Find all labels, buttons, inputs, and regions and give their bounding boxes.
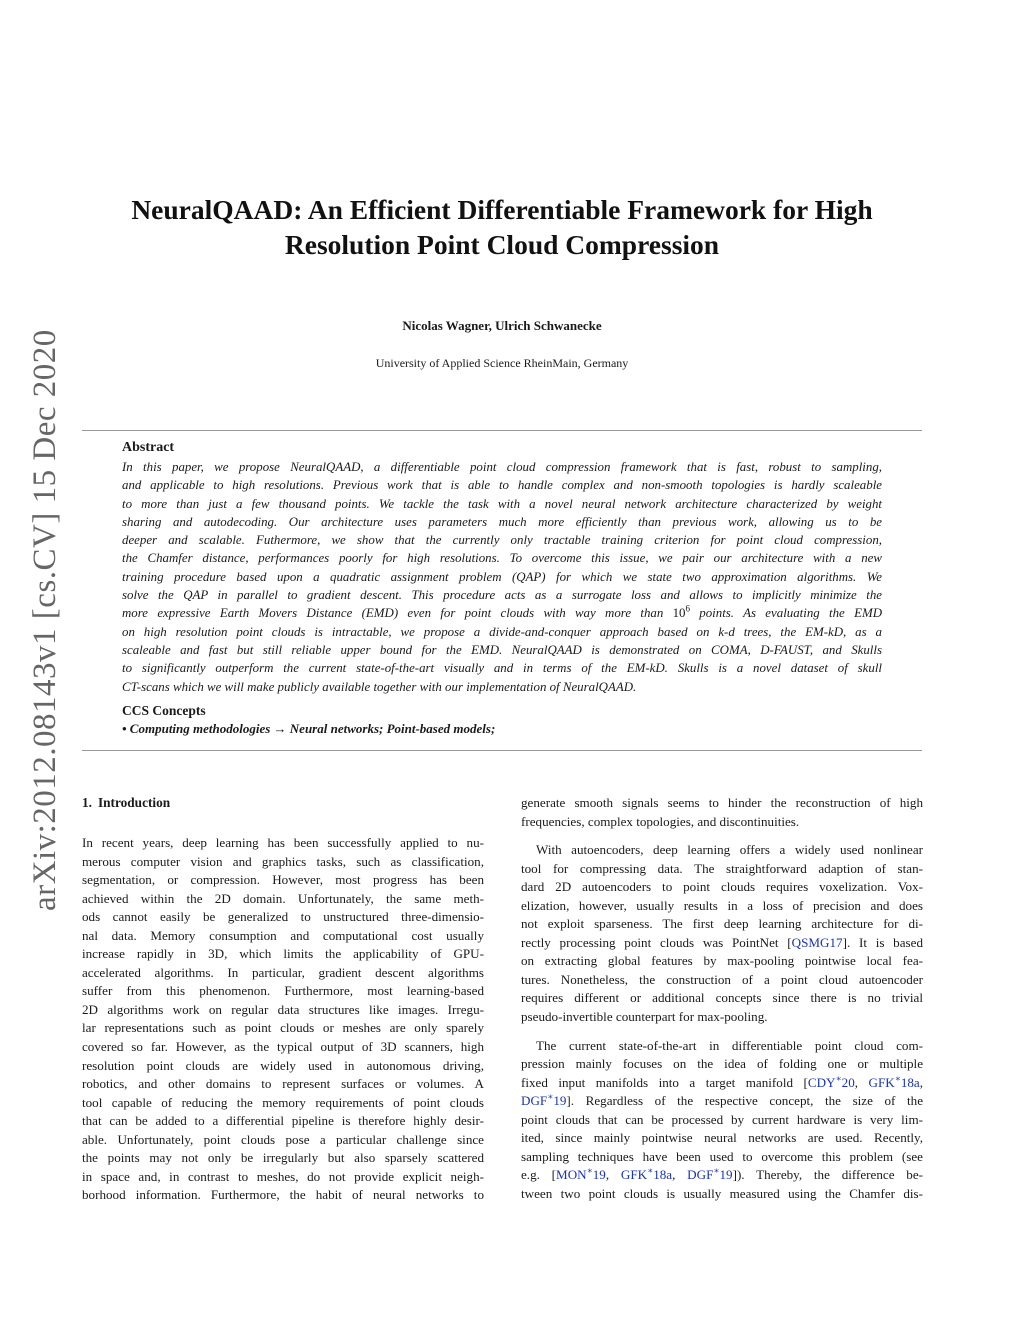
ccs-heading: CCS Concepts xyxy=(122,702,206,718)
body-line: that can be added to a differential pipeline is therefore highly desir- xyxy=(82,1113,484,1129)
body-line: With autoencoders, deep learning offers a widely used nonlinear xyxy=(536,842,923,858)
citation-link[interactable] xyxy=(808,1075,855,1090)
citation-link[interactable] xyxy=(621,1167,672,1182)
body-line xyxy=(521,1092,923,1111)
paragraph-continuation xyxy=(521,794,923,831)
citation-superscript: ∗ xyxy=(647,1166,654,1177)
citation-superscript: ∗ xyxy=(586,1166,593,1177)
paper-title-line: Resolution Point Cloud Compression xyxy=(284,229,720,260)
body-line: sampling techniques have been used to overcome this problem (see xyxy=(521,1148,923,1164)
body-line xyxy=(521,934,923,953)
section-title: Introduction xyxy=(97,795,171,810)
body-text: ]. Regardless of the respective concept, the size of the xyxy=(566,1093,923,1109)
section-number: 1. xyxy=(82,795,92,810)
abstract-line: scaleable and fast but still reliable upper bound for the EMD. NeuralQAAD is demonstrated on COMA, D-FAUST, and Skulls xyxy=(122,642,882,657)
citation-superscript: ∗ xyxy=(547,1091,554,1102)
abstract-line: deeper and scalable. Futhermore, we show that the currently only tractable training criterion for point cloud compression, xyxy=(122,533,882,548)
body-line: tool capable of reducing the memory requirements of point clouds xyxy=(82,1094,484,1110)
abstract-body xyxy=(122,458,882,696)
citation-text: 19 xyxy=(719,1167,733,1183)
body-line: ited, since mainly pointwise neural networks are used. Recently, xyxy=(521,1130,923,1146)
abstract-text: points. As evaluating the EMD xyxy=(689,606,883,621)
citation-text: DGF xyxy=(687,1167,714,1183)
abstract-line: the Chamfer distance, performances poorly for high resolutions. To overcome this issue, we pair our architecture with a new xyxy=(122,551,882,566)
abstract-math-exponent: 6 xyxy=(685,604,690,615)
body-line: 2D algorithms work on regular data structures like images. Irregu- xyxy=(82,1001,484,1017)
body-line: segmentation, or compression. However, most progress has been xyxy=(82,872,484,888)
abstract-line: sharing and autodecoding. Our architecture uses parameters much more efficiently than previous work, allowing us to be xyxy=(122,514,882,529)
body-line: The current state-of-the-art in differentiable point cloud com- xyxy=(536,1037,923,1053)
body-text: e.g. [ xyxy=(521,1167,557,1183)
citation-link[interactable] xyxy=(687,1167,732,1182)
citation-text: DGF xyxy=(521,1093,548,1109)
right-column xyxy=(521,794,923,1203)
body-line: lar representations such as point clouds or meshes are only sparely xyxy=(82,1020,484,1036)
body-line: pseudo-invertible counterpart for max-pooling. xyxy=(521,1009,768,1025)
body-line: in space and, in contrast to meshes, do not provide explicit neigh- xyxy=(82,1168,484,1184)
body-line: on extracting global features by max-pooling pointwise local fea- xyxy=(521,953,923,969)
left-column xyxy=(82,794,484,1205)
citation-text: GFK xyxy=(868,1074,895,1090)
citation-text: 20 xyxy=(841,1074,855,1090)
body-line: frequencies, complex topologies, and discontinuities. xyxy=(521,813,800,829)
body-text: , xyxy=(854,1074,869,1090)
body-line: accelerated algorithms. In particular, gradient descent algorithms xyxy=(82,964,484,980)
abstract-math-base: 10 xyxy=(672,606,686,621)
abstract-heading: Abstract xyxy=(122,440,175,455)
body-line: the points may not only be irregularly but also sparsely scattered xyxy=(82,1150,484,1166)
body-text: fixed input manifolds into a target manifold [ xyxy=(521,1074,808,1090)
body-line: In recent years, deep learning has been successfully applied to nu- xyxy=(82,835,484,850)
abstract-line: CT-scans which we will make publicly available together with our implementation of NeuralQAAD. xyxy=(122,679,637,694)
body-line: suffer from this phenomenon. Furthermore, most learning-based xyxy=(82,983,484,999)
citation-text: MON xyxy=(556,1167,587,1183)
body-line: point clouds that can be processed by current hardware is very lim- xyxy=(521,1111,923,1127)
citation-superscript: ∗ xyxy=(835,1073,842,1084)
ccs-concepts-line: • Computing methodologies → Neural networks; Point-based models; xyxy=(122,720,496,736)
citation-text: 19 xyxy=(553,1093,567,1109)
body-line: tures. Nonetheless, the construction of a point cloud autoencoder xyxy=(521,971,923,987)
body-line: able. Unfortunately, point clouds pose a particular challenge since xyxy=(82,1131,484,1147)
body-text: ]. It is based xyxy=(842,934,923,950)
body-line: tool for compressing data. The straightforward adaption of stan- xyxy=(521,860,923,876)
abstract-line: on high resolution point clouds is intractable, we propose a divide-and-conquer approach based on k-d trees, the EM-kD, as a xyxy=(122,624,882,639)
citation-superscript: ∗ xyxy=(713,1166,720,1177)
citation-superscript: ∗ xyxy=(894,1073,901,1084)
body-line: elization, however, usually results in a loss of precision and does xyxy=(521,897,923,913)
body-line: requires different or additional concepts since there is no trivial xyxy=(521,990,923,1006)
body-line: generate smooth signals seems to hinder the reconstruction of high xyxy=(521,795,923,810)
body-line: nal data. Memory consumption and computational cost usually xyxy=(82,927,484,943)
abstract-line: solve the QAP in parallel to gradient descent. This procedure acts as a surrogate loss and allows to implicitly minimize the xyxy=(122,588,882,603)
intro-paragraph xyxy=(82,834,484,1205)
citation-link[interactable]: QSMG17 xyxy=(791,934,843,950)
abstract-line: training procedure based upon a quadratic assignment problem (QAP) for which we state two approximation algorithms. We xyxy=(122,569,882,584)
abstract-line xyxy=(122,604,882,622)
section-heading xyxy=(82,794,484,812)
state-of-the-art-paragraph xyxy=(521,1037,923,1204)
body-line: increase rapidly in 3D, which limits the applicability of GPU- xyxy=(82,946,484,962)
body-line: merous computer vision and graphics tasks, such as classification, xyxy=(82,853,484,869)
body-line: dard 2D autoencoders to point clouds requires voxelization. Vox- xyxy=(521,879,923,895)
citation-link[interactable] xyxy=(556,1167,606,1182)
body-line xyxy=(521,1166,923,1185)
body-line: borhood information. Furthermore, the habit of neural networks to xyxy=(82,1187,484,1203)
citation-text: 18a xyxy=(900,1074,920,1090)
body-line: ods cannot easily be generalized to unstructured three-dimensio- xyxy=(82,909,484,925)
abstract-text: more expressive Earth Movers Distance (EMD) even for point clouds with way more than xyxy=(122,606,673,621)
body-line: resolution point clouds are widely used in autonomous driving, xyxy=(82,1057,484,1073)
citation-text: GFK xyxy=(620,1167,648,1183)
paper-title xyxy=(82,192,922,262)
abstract-block xyxy=(122,438,882,738)
body-line: robotics, and other domains to represent surfaces or volumes. A xyxy=(82,1076,484,1092)
body-line: pression mainly focuses on the idea of folding one or multiple xyxy=(521,1056,923,1072)
abstract-line: to significantly outperform the current state-of-the-art visually and in terms of the EM-kD. Skulls is a novel dataset of skull xyxy=(122,661,882,676)
abstract-top-rule xyxy=(82,430,922,431)
abstract-line: and applicable to high resolutions. Previous work that is able to handle complex and non-smooth topologies is hardly scaleable xyxy=(122,478,882,493)
citation-text: CDY xyxy=(807,1074,836,1090)
citation-text: 19 xyxy=(592,1167,606,1183)
body-line: not exploit sparseness. The first deep learning architecture for di- xyxy=(521,916,923,932)
abstract-line: to more than just a few thousand points. We tackle the task with a novel neural network architecture characterized by weight xyxy=(122,496,882,511)
arxiv-identifier-stamp: arXiv:2012.08143v1 [cs.CV] 15 Dec 2020 xyxy=(27,329,63,911)
abstract-bottom-rule xyxy=(82,750,922,751)
citation-text: 18a xyxy=(653,1167,673,1183)
citation-link[interactable] xyxy=(521,1093,566,1108)
body-text: ]). Thereby, the difference be- xyxy=(732,1167,924,1183)
body-line: achieved within the 2D domain. Unfortunately, the same meth- xyxy=(82,890,484,906)
abstract-line: In this paper, we propose NeuralQAAD, a differentiable point cloud compression framework that is fast, robust to sampling, xyxy=(122,460,882,474)
autoencoder-paragraph xyxy=(521,841,923,1026)
citation-link[interactable] xyxy=(868,1075,919,1090)
body-line: covered so far. However, as the typical output of 3D scanners, high xyxy=(82,1039,484,1055)
author-list: Nicolas Wagner, Ulrich Schwanecke xyxy=(402,318,602,333)
body-text: , xyxy=(919,1074,923,1090)
paper-title-line: NeuralQAAD: An Efficient Differentiable Framework for High xyxy=(131,194,873,225)
body-line: tween two point clouds is usually measured using the Chamfer dis- xyxy=(521,1185,923,1201)
body-text: rectly processing point clouds was PointNet [ xyxy=(521,934,792,950)
affiliation: University of Applied Science RheinMain, Germany xyxy=(375,356,629,370)
body-text: , xyxy=(672,1167,688,1183)
body-text: , xyxy=(605,1167,621,1183)
body-line xyxy=(521,1074,923,1093)
